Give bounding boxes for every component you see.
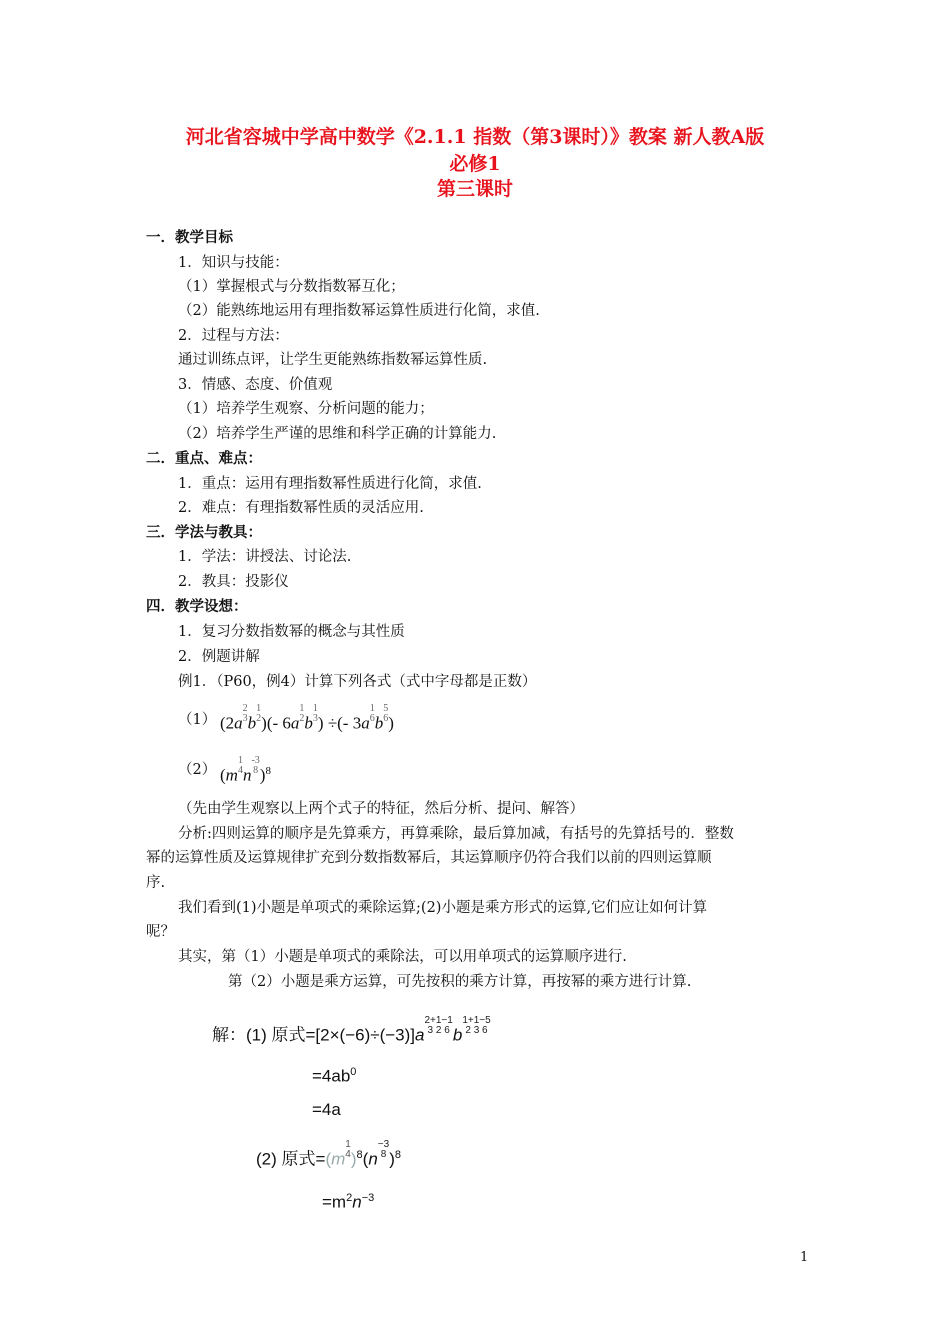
s1-item-3b: （2）培养学生严谨的思维和科学正确的计算能力. bbox=[178, 426, 497, 442]
analysis-line-3: 序. bbox=[146, 875, 166, 891]
title-line-2: 必修1 bbox=[449, 153, 501, 175]
analysis-line-2: 幂的运算性质及运算规律扩充到分数指数幂后，其运算顺序仍符合我们以前的四则运算顺 bbox=[146, 850, 712, 866]
s1-item-2a: 通过训练点评，让学生更能熟练指数幂运算性质. bbox=[178, 352, 488, 368]
example-1-formula: (2a 2 3 b 1 2 )(- 6a 1 2 b 1 3 ) ÷(- 3a 1 6 b 5 6 ) bbox=[220, 703, 394, 733]
analysis-line-1: 分析:四则运算的顺序是先算乘方，再算乘除，最后算加减，有括号的先算括号的．整数 bbox=[178, 826, 734, 842]
s2-item-2: 2．难点：有理指数幂性质的灵活应用. bbox=[178, 500, 424, 516]
s1-item-2: 2．过程与方法： bbox=[178, 328, 289, 344]
paragraph-2-line-1: 我们看到(1)小题是单项式的乘除运算;(2)小题是乘方形式的运算,它们应让如何计算 bbox=[178, 900, 708, 916]
section-3-heading: 三．学法与教具： bbox=[146, 524, 262, 541]
s1-item-1a: （1）掌握根式与分数指数幂互化； bbox=[178, 279, 405, 295]
solution-2-step-2: $=m^2n^{-3}$ bbox=[322, 1192, 375, 1212]
paragraph-4: 第（2）小题是乘方运算，可先按积的乘方计算，再按幂的乘方进行计算. bbox=[228, 974, 692, 990]
s1-item-1: 1．知识与技能： bbox=[178, 255, 289, 271]
section-4-heading: 四．教学设想： bbox=[146, 598, 248, 615]
solution-2-step-1: (2) 原式=(m 1 4 )$^8$(n −3 8 )$^8$ bbox=[256, 1139, 401, 1169]
solution-1-step-3: =4a bbox=[312, 1100, 341, 1119]
s3-item-1: 1．学法：讲授法、讨论法. bbox=[178, 549, 352, 565]
example-2-formula: (m 1 4 n -3 8 )$^8$ bbox=[220, 755, 271, 785]
page-number: 1 bbox=[800, 1250, 809, 1265]
paragraph-2-line-2: 呢？ bbox=[146, 924, 175, 940]
s1-item-3: 3．情感、态度、价值观 bbox=[178, 377, 333, 393]
title-line-3: 第三课时 bbox=[436, 178, 513, 200]
s4-item-2: 2．例题讲解 bbox=[178, 649, 260, 665]
s4-item-1: 1．复习分数指数幂的概念与其性质 bbox=[178, 624, 405, 640]
example-2-label: （2） bbox=[178, 762, 217, 778]
paragraph-3: 其实，第（1）小题是单项式的乘除法，可以用单项式的运算顺序进行. bbox=[178, 949, 627, 965]
solution-1-step-2: $=4ab^0$ bbox=[312, 1066, 357, 1086]
example-1-label: （1） bbox=[178, 712, 217, 728]
title-line-1: 河北省容城中学高中数学《2.1.1 指数（第3课时）》教案 新人教A版 bbox=[185, 126, 765, 148]
s1-item-1b: （2）能熟练地运用有理指数幂运算性质进行化简，求值. bbox=[178, 303, 540, 319]
solution-1-step-1: 解：(1) 原式=[2×(−6)÷(−3)]a 2+1−1 3 2 6 b 1+1−5 2 3 6 bbox=[212, 1015, 491, 1045]
teacher-note: （先由学生观察以上两个式子的特征，然后分析、提问、解答） bbox=[178, 801, 584, 817]
s2-item-1: 1．重点：运用有理指数幂性质进行化简，求值. bbox=[178, 476, 482, 492]
example-intro: 例1．（P60，例4）计算下列各式（式中字母都是正数） bbox=[178, 674, 537, 690]
section-2-heading: 二．重点、难点： bbox=[146, 450, 262, 467]
s3-item-2: 2．教具：投影仪 bbox=[178, 574, 289, 590]
s1-item-3a: （1）培养学生观察、分析问题的能力； bbox=[178, 401, 434, 417]
section-1-heading: 一．教学目标 bbox=[146, 229, 233, 246]
